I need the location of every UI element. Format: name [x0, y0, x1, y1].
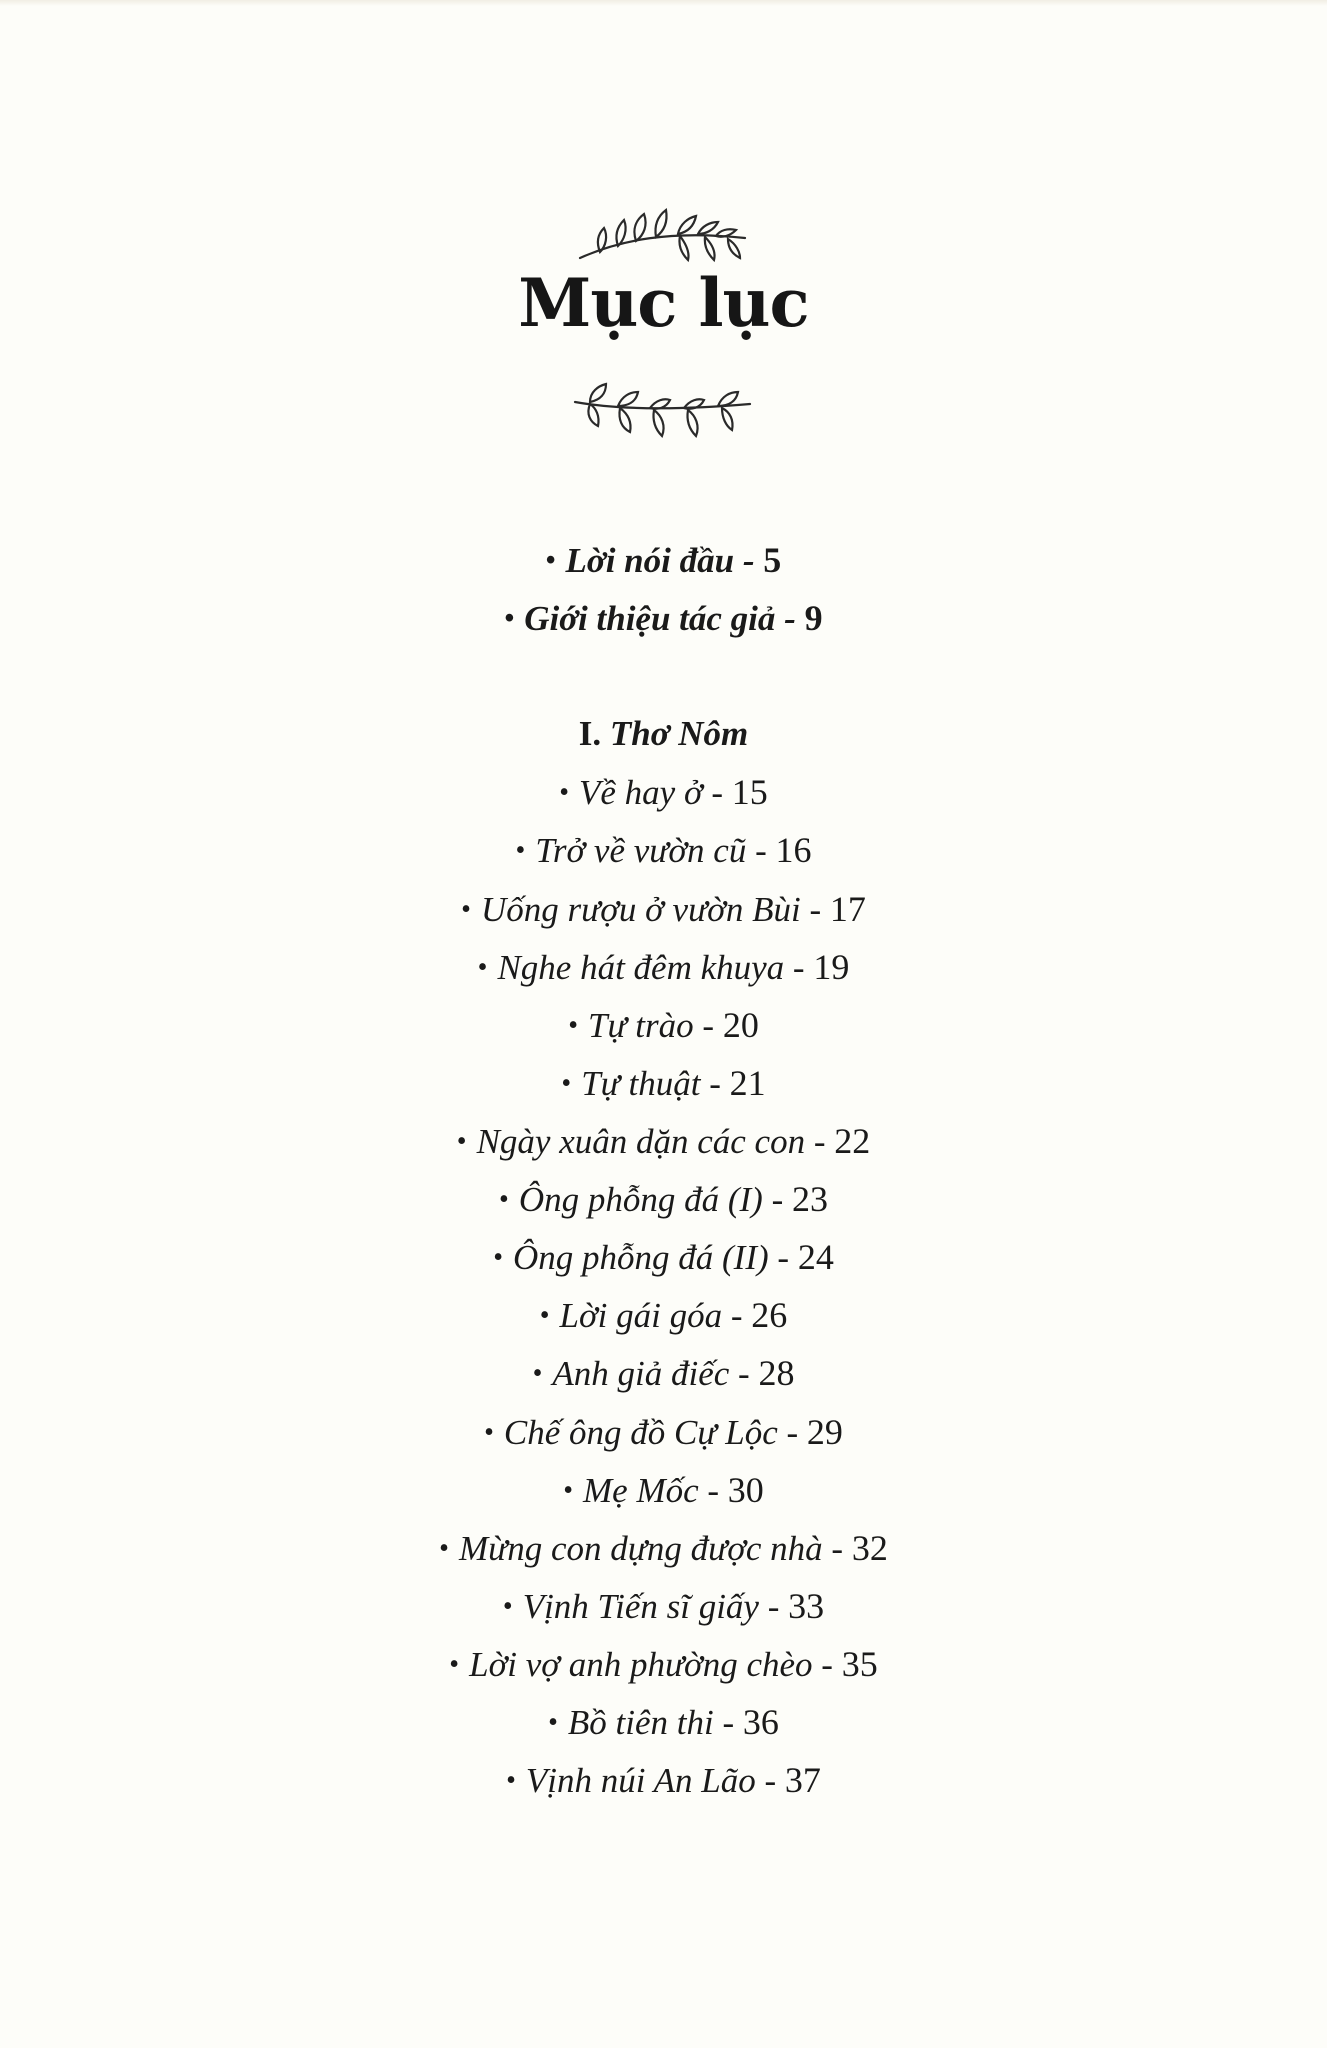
toc-item-label: Bồ tiên thi - — [567, 1703, 743, 1742]
toc-item-page: 30 — [727, 1470, 764, 1510]
toc-item-label: Ông phỗng đá (II) - — [513, 1238, 798, 1277]
toc-item-label: Giới thiệu tác giả - — [524, 599, 805, 638]
toc-item-page: 36 — [742, 1702, 779, 1742]
toc-item — [0, 945, 1327, 990]
toc-item-label: Tự trào - — [588, 1006, 723, 1045]
toc-item — [0, 1584, 1327, 1629]
toc-item — [0, 1468, 1327, 1513]
toc-item-label: Lời vợ anh phường chèo - — [469, 1645, 842, 1684]
bullet-icon: • — [504, 603, 515, 634]
bullet-icon: • — [439, 1533, 449, 1564]
toc-item-page: 28 — [758, 1353, 795, 1393]
toc-item — [0, 1351, 1327, 1396]
section-numeral: I. — [578, 714, 610, 753]
toc-item — [0, 1235, 1327, 1280]
bullet-icon: • — [499, 1184, 509, 1215]
leaf-ornament-bottom-icon — [560, 380, 760, 450]
toc-item-front-matter — [0, 596, 1327, 641]
toc-item-page: 23 — [791, 1179, 828, 1219]
bullet-icon: • — [559, 777, 569, 808]
toc-item-page: 19 — [813, 947, 850, 987]
toc-item-page: 35 — [841, 1644, 878, 1684]
toc-item — [0, 1177, 1327, 1222]
bullet-icon: • — [502, 1591, 513, 1622]
toc-item-label: Vịnh Tiến sĩ giấy - — [522, 1587, 789, 1626]
toc-item-page: 24 — [797, 1237, 834, 1277]
toc-item-label: Nghe hát đêm khuya - — [497, 948, 814, 987]
section-heading — [0, 712, 1327, 756]
section-name: Thơ Nôm — [609, 714, 749, 753]
toc-item-label: Về hay ở - — [579, 773, 732, 812]
toc-item-label: Ông phỗng đá (I) - — [518, 1180, 792, 1219]
toc-item-label: Lời gái góa - — [559, 1296, 752, 1335]
toc-item-label: Chế ông đồ Cự Lộc - — [503, 1413, 807, 1452]
toc-item-label: Vịnh núi An Lão - — [525, 1761, 785, 1800]
toc-item-page: 32 — [851, 1528, 888, 1568]
toc-item — [0, 828, 1327, 873]
page-edge — [0, 0, 1327, 6]
bullet-icon: • — [484, 1417, 494, 1448]
toc-item-page: 16 — [775, 830, 812, 870]
toc-item — [0, 887, 1327, 932]
toc-item-label: Uống rượu ở vườn Bùi - — [480, 890, 830, 929]
toc-item-page: 37 — [784, 1760, 821, 1800]
toc-item — [0, 770, 1327, 815]
toc-item-page: 33 — [788, 1586, 825, 1626]
bullet-icon: • — [561, 1068, 572, 1099]
toc-item-front-matter — [0, 538, 1327, 583]
toc-item-label: Anh giả điếc - — [552, 1354, 759, 1393]
toc-item-label: Lời nói đầu - — [565, 541, 764, 580]
toc-item-page: 29 — [806, 1412, 843, 1452]
toc-item — [0, 1642, 1327, 1687]
bullet-icon: • — [493, 1242, 503, 1273]
bullet-icon: • — [539, 1300, 550, 1331]
toc-item — [0, 1700, 1327, 1745]
toc-item-page: 22 — [834, 1121, 871, 1161]
bullet-icon: • — [461, 894, 471, 925]
bullet-icon: • — [548, 1707, 558, 1738]
page-title: Mục lục — [518, 264, 809, 342]
leaf-ornament-top-icon — [560, 200, 760, 270]
bullet-icon: • — [449, 1649, 460, 1680]
toc-item-page: 9 — [804, 598, 823, 638]
toc-item-label: Ngày xuân dặn các con - — [476, 1122, 835, 1161]
toc-item — [0, 1003, 1327, 1048]
bullet-icon: • — [506, 1765, 516, 1796]
bullet-icon: • — [515, 835, 526, 866]
toc-item — [0, 1758, 1327, 1803]
bullet-icon: • — [456, 1126, 467, 1157]
toc-item-label: Trở về vườn cũ - — [535, 831, 776, 870]
toc-item-page: 17 — [829, 889, 866, 929]
toc-item — [0, 1061, 1327, 1106]
toc-item-label: Mừng con dựng được nhà - — [458, 1529, 852, 1568]
toc-item-page: 5 — [763, 540, 782, 580]
bullet-icon: • — [545, 545, 556, 576]
bullet-icon: • — [532, 1358, 543, 1389]
bullet-icon: • — [563, 1475, 573, 1506]
toc-item-page: 15 — [731, 772, 768, 812]
bullet-icon: • — [477, 952, 488, 983]
toc-item-label: Tự thuật - — [581, 1064, 730, 1103]
toc-item — [0, 1410, 1327, 1455]
toc-item — [0, 1293, 1327, 1338]
toc-item-page: 20 — [722, 1005, 759, 1045]
toc-item — [0, 1526, 1327, 1571]
bullet-icon: • — [568, 1010, 578, 1041]
toc-item — [0, 1119, 1327, 1164]
toc-item-label: Mẹ Mốc - — [583, 1471, 728, 1510]
toc-item-page: 21 — [729, 1063, 766, 1103]
toc-item-page: 26 — [751, 1295, 788, 1335]
